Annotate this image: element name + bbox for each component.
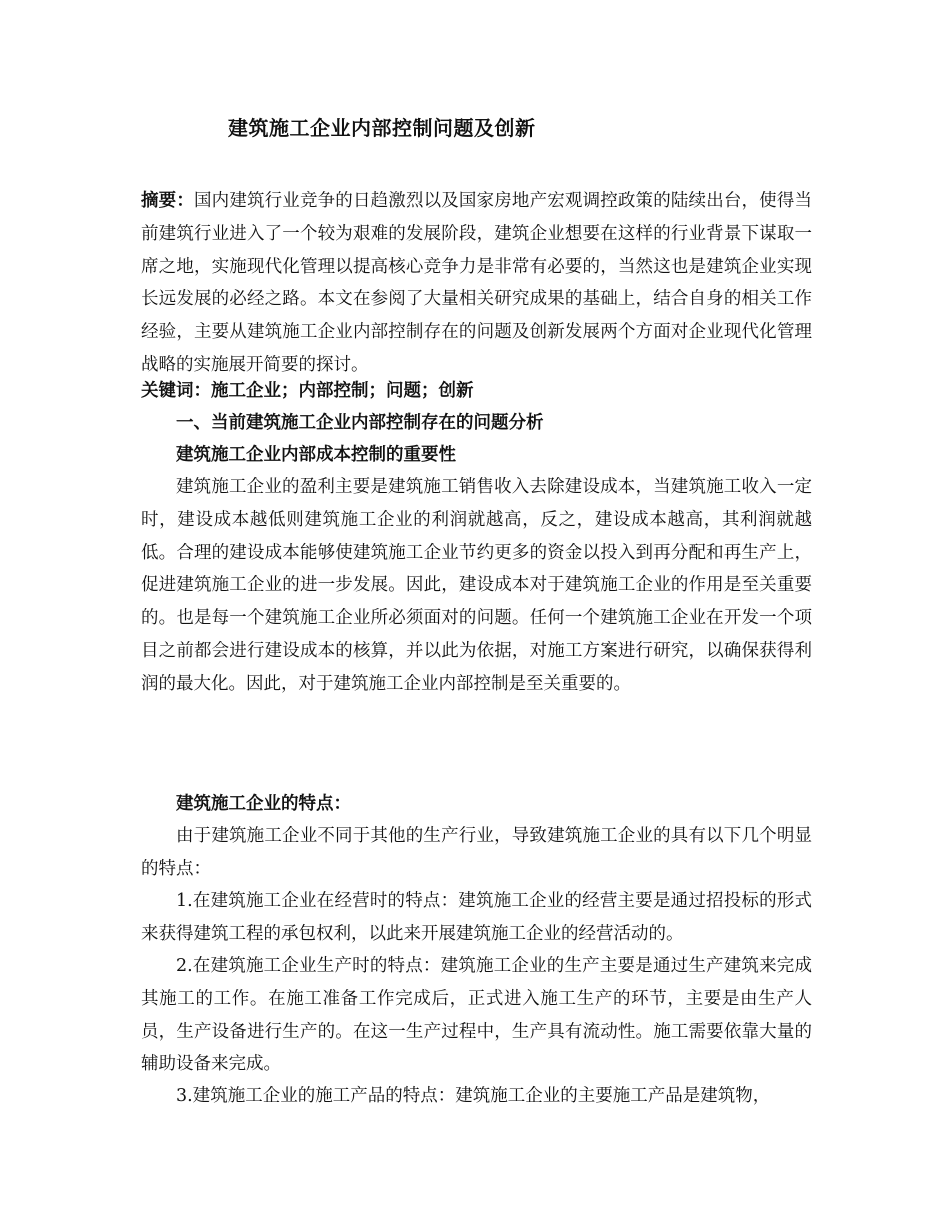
abstract-label: 摘要： <box>141 191 194 211</box>
abstract-paragraph <box>141 185 812 382</box>
point-products: 3.建筑施工企业的施工产品的特点：建筑施工企业的主要施工产品是建筑物， <box>176 1086 771 1106</box>
subheading-features: 建筑施工企业的特点： <box>176 794 351 814</box>
subheading-cost-control: 建筑施工企业内部成本控制的重要性 <box>176 445 456 465</box>
section-heading-1: 一、当前建筑施工企业内部控制存在的问题分析 <box>176 413 544 433</box>
abstract-text: 国内建筑行业竞争的日趋激烈以及国家房地产宏观调控政策的陆续出台，使得当前建筑行业进入了一个较为艰难的发展阶段，建筑企业想要在这样的行业背景下谋取一席之地，实施现代化管理以提高核心竞争力是非常有必要的，当然这也是建筑企业实现长远发展的必经之路。本文在参阅了大量相关研究成果的基础上，结合自身的相关工作经验，主要从建筑施工企业内部控制存在的问题及创新发展两个方面对企业现代化管理战略的实施展开简要的探讨。 <box>141 191 813 375</box>
paragraph-cost-control: 建筑施工企业的盈利主要是建筑施工销售收入去除建设成本，当建筑施工收入一定时，建设成本越低则建筑施工企业的利润就越高，反之，建设成本越高，其利润就越低。合理的建设成本能够使建筑施工企业节约更多的资金以投入到再分配和再生产上，促进建筑施工企业的进一步发展。因此，建设成本对于建筑施工企业的作用是至关重要的。也是每一个建筑施工企业所必须面对的问题。任何一个建筑施工企业在开发一个项目之前都会进行建设成本的核算，并以此为依据，对施工方案进行研究，以确保获得利润的最大化。因此，对于建筑施工企业内部控制是至关重要的。 <box>141 477 812 694</box>
point-production: 2.在建筑施工企业生产时的特点：建筑施工企业的生产主要是通过生产建筑来完成其施工的工作。在施工准备工作完成后，正式进入施工生产的环节，主要是由生产人员，生产设备进行生产的。在这一生产过程中，生产具有流动性。施工需要依靠大量的辅助设备来完成。 <box>141 956 812 1075</box>
document-title: 建筑施工企业内部控制问题及创新 <box>228 116 536 140</box>
point-operation: 1.在建筑施工企业在经营时的特点：建筑施工企业的经营主要是通过招投标的形式来获得建筑工程的承包权利，以此来开展建筑施工企业的经营活动的。 <box>141 891 812 944</box>
keywords-line: 关键词：施工企业；内部控制；问题；创新 <box>141 381 474 401</box>
paragraph-features-intro: 由于建筑施工企业不同于其他的生产行业，导致建筑施工企业的具有以下几个明显的特点： <box>141 826 812 879</box>
